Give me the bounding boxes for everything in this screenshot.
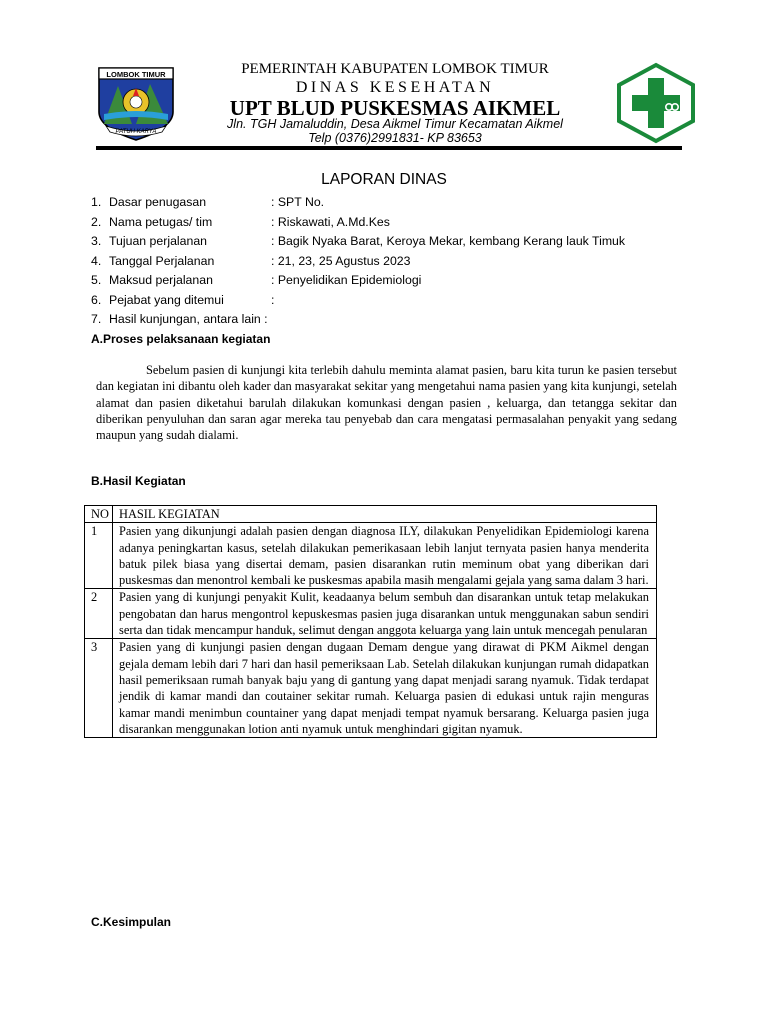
section-a-heading: A.Proses pelaksanaan kegiatan <box>91 332 271 346</box>
header-institution-name: UPT BLUD PUSKESMAS AIKMEL <box>229 96 561 120</box>
paragraph-text: Sebelum pasien di kunjungi kita terlebih dahulu meminta alamat pasien, baru kita turun ke pasien tersebut dan kegiatan ini dibantu oleh kader dan masyarakat sekitar yang mengetahui nama pasien yang kita kunjungi, setelah alamat dan pasien diketahui barulah dilakukan komunkasi dengan pasien , keluarga, dan tetangga sekitar dan diberikan penyuluhan dan saran agar mereka tau penyebab dan cara mengatasi permasalahan penyakit yang sedang maupun yang sudah dialami. <box>96 363 677 443</box>
info-label: Maksud perjalanan <box>109 273 213 287</box>
info-value: : <box>271 292 275 307</box>
info-label: Pejabat yang ditemui <box>109 292 224 307</box>
report-title: LAPORAN DINAS <box>321 171 447 188</box>
info-label: Tujuan perjalanan <box>109 234 207 248</box>
info-number: 7. <box>91 312 102 326</box>
info-value: : Riskawati, A.Md.Kes <box>271 214 390 229</box>
info-label: Nama petugas/ tim <box>109 214 213 229</box>
info-number: 3. <box>91 234 102 248</box>
info-value: : SPT No. <box>271 195 325 209</box>
info-number: 1. <box>91 195 102 209</box>
info-label: Tanggal Perjalanan <box>109 253 215 268</box>
header-address: Jln. TGH Jamaluddin, Desa Aikmel Timur Kecamatan Aikmel <box>227 117 563 131</box>
info-number: 4. <box>91 253 102 268</box>
info-label: Dasar penugasan <box>109 195 207 209</box>
table-header-row <box>85 506 657 523</box>
table-row <box>85 589 657 639</box>
table-cell-text: Pasien yang dikunjungi adalah pasien dengan diagnosa ILY, dilakukan Penyelidikan Epidemiologi karena adanya peningkartan kasus, setelah dilakukan pemerikasaan lebih lanjut ternyata pasien hanya menderita batuk pilek biasa yang disertai demam, pasien disarankan rutin meminum obat yang diberikan dari puskesmas dan menontrol kembali ke puskesmas apabila masih mengalami gejala yang sama dalam 3 hari. <box>113 523 657 589</box>
svg-text:LOMBOK TIMUR: LOMBOK TIMUR <box>106 70 166 79</box>
lombok-timur-emblem <box>96 64 176 142</box>
letterhead-rule <box>96 146 682 150</box>
header-department-line: DINAS KESEHATAN <box>295 79 495 96</box>
table-cell-no: 1 <box>85 523 113 589</box>
info-number: 6. <box>91 292 102 307</box>
svg-text:PATUH KARYA: PATUH KARYA <box>115 129 157 135</box>
section-b-heading: B.Hasil Kegiatan <box>91 474 186 488</box>
table-cell-text: Pasien yang di kunjungi penyakit Kulit, keadaanya belum sembuh dan disarankan untuk tetap melakukan pengobatan dan harus mengontrol kepuskesmas pasien juga disarankan untuk menggunakan sabun sendiri serta dan tidak mencampur handuk, selimut dengan anggota keluarga yang lain untuk mencegah penularan <box>113 589 657 639</box>
header-government-line: PEMERINTAH KABUPATEN LOMBOK TIMUR <box>241 61 549 77</box>
info-value: : Bagik Nyaka Barat, Keroya Mekar, kembang Kerang lauk Timuk <box>271 234 626 248</box>
table-row <box>85 523 657 589</box>
table-header-cell: HASIL KEGIATAN <box>113 506 657 523</box>
table-row <box>85 639 657 738</box>
info-number: 2. <box>91 214 102 229</box>
info-value: : Penyelidikan Epidemiologi <box>271 273 422 287</box>
info-number: 5. <box>91 273 102 287</box>
header-phone: Telp (0376)2991831- KP 83653 <box>308 131 482 145</box>
results-table <box>84 505 657 738</box>
section-a-paragraph <box>96 362 677 443</box>
info-value: : 21, 23, 25 Agustus 2023 <box>271 253 411 268</box>
info-label: Hasil kunjungan, antara lain : <box>109 312 268 326</box>
table-cell-no: 3 <box>85 639 113 738</box>
section-c-heading: C.Kesimpulan <box>91 915 172 929</box>
table-cell-no: 2 <box>85 589 113 639</box>
puskesmas-logo-icon <box>614 62 698 144</box>
table-header-cell: NO <box>85 506 113 523</box>
table-cell-text: Pasien yang di kunjungi pasien dengan dugaan Demam dengue yang dirawat di PKM Aikmel dengan gejala demam lebih dari 7 hari dan hasil pemeriksaan Lab. Setelah dilakukan kunjungan rumah didapatkan hasil pemeriksaan rumah banyak baju yang di gantung yang dapat menjadi sarang nyamuk. Tidak terdapat jendik di kamar mandi dan coutainer sekitar rumah. Keluarga pasien di edukasi untuk rajin menguras kamar mandi menimbun countainer yang dapat menjadi tempat nyamuk bersarang. Keluarga pasien juga disarankan menggunakan lotion anti nyamuk untuk menghindari gigitan nyamuk. <box>113 639 657 738</box>
